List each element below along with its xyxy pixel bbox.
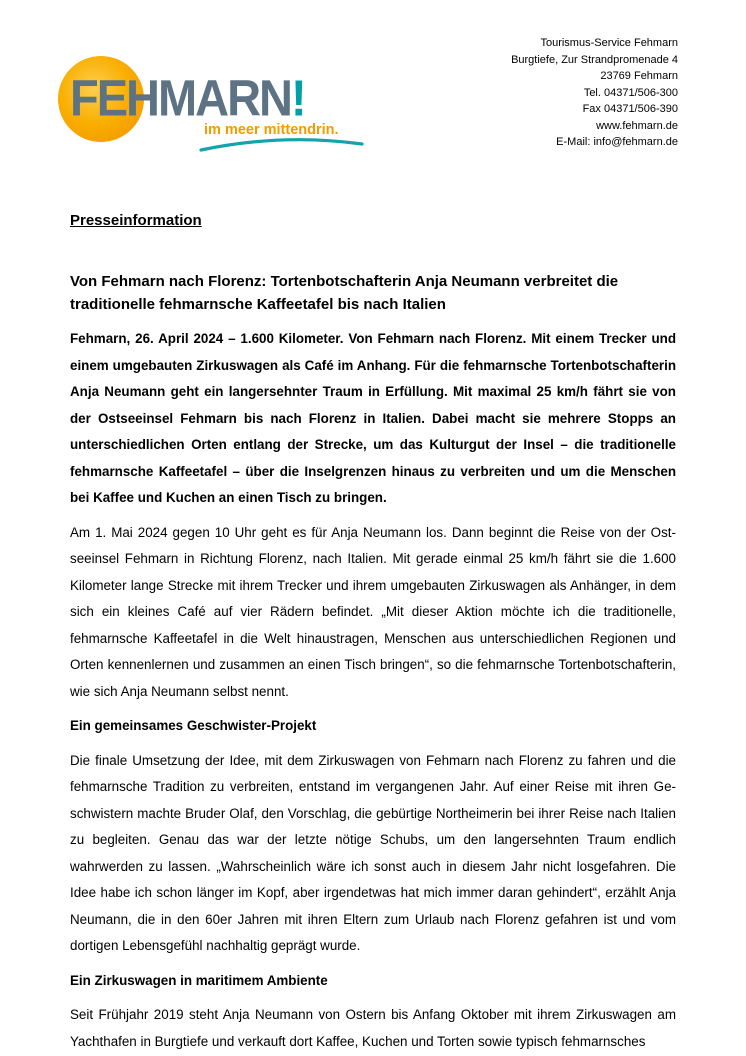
logo-exclamation: ! [290,69,305,127]
contact-line-city: 23769 Fehmarn [600,70,678,82]
contact-line-website: www.fehmarn.de [596,119,678,132]
body-paragraph-3: Seit Frühjahr 2019 steht Anja Neumann von Ostern bis Anfang Oktober mit ihrem Zirkuswagen am Yachthafen in Burgtiefe und verkauft dort Kaffee, Kuchen und Torten sowie typisch fehmarnsches [70,1007,676,1049]
contact-line-email: E-Mail: info@fehmarn.de [556,136,678,148]
logo-brand-text: FEHMARN [70,69,291,127]
lead-paragraph: Fehmarn, 26. April 2024 – 1.600 Kilometer. Von Fehmarn nach Florenz. Mit einem Trecker und einem umgebauten Zirkuswagen als Café im Anhang. Für die fehmarnsche Tortenbotschafterin Anja Neumann geht ein langersehnter Traum in Erfüllung. Mit maximal 25 km/h fährt sie von der Ostseeinsel Fehmarn bis nach Florenz in Italien. Dabei macht sie mehrere Stopps an unterschiedlichen Orten entlang der Strecke, um das Kulturgut der Insel – die traditionelle fehmarnsche Kaffeetafel – über die Inselgrenzen hinaus zu verbreiten und um die Menschen bei Kaffee und Kuchen an einen Tisch zu bringen. [70,331,676,505]
contact-line-street: Burgtiefe, Zur Strandpromenade 4 [511,53,678,66]
body-paragraph-2: Die finale Umsetzung der Idee, mit dem Zirkuswagen von Fehmarn nach Florenz zu fahren und die fehmarnsche Tradition zu verbreiten, entstand im vergangenen Jahr. Auf einer Reise mit ihren Geschwistern machte Bruder Olaf, den Vorschlag, die gebürtige Northeimerin bei ihrer Reise nach Italien zu begleiten. Genau das war der letzte nötige Schubs, um den langersehnten Traum endlich wahrwerden zu lassen. „Wahrscheinlich wäre ich sonst auch in diesem Jahr nicht losgefahren. Die Idee habe ich schon länger im Kopf, aber irgendetwas hat mich immer daran gehindert“, erzählt Anja Neumann, die in den 60er Jahren mit ihren Eltern zum Urlaub nach Florenz gefahren ist und vom dortigen Lebensgefühl nachhaltig geprägt wurde. [70,752,676,953]
document-body [70,212,676,1056]
contact-line-organisation: Tourismus-Service Fehmarn [540,37,678,49]
body-paragraph-1: Am 1. Mai 2024 gegen 10 Uhr geht es für Anja Neumann los. Dann beginnt die Reise von der Ostseeinsel Fehmarn in Richtung Florenz, nach Italien. Mit gerade einmal 25 km/h fährt sie die 1.600 Kilometer lange Strecke mit ihrem Trecker und ihrem umgebauten Zirkuswagen als Anhänger, in dem sich ein kleines Café auf vier Rädern befindet. „Mit dieser Aktion möchte ich die traditionelle, fehmarnsche Kaffeetafel in die Welt hinaustragen, Menschen aus unterschiedlichen Regionen und Orten kennenlernen und zusammen an einen Tisch bringen“, so die fehmarnsche Tortenbotschafterin, wie sich Anja Neumann selbst nennt. [70,524,676,699]
contact-block [511,35,678,151]
logo-tagline: im meer mittendrin. [204,122,339,138]
subheading-geschwister-projekt: Ein gemeinsames Geschwister-Projekt [70,718,317,733]
subheading-zirkuswagen-ambiente: Ein Zirkuswagen in maritimem Ambiente [70,972,328,988]
contact-line-phone: Tel. 04371/506-300 [583,86,678,99]
kicker-presseinformation: Presseinformation [70,212,202,229]
press-release-title: Von Fehmarn nach Florenz: Tortenbotschafterin Anja Neumann verbreitet die traditionelle fehmarnsche Kaffeetafel bis nach Italien [70,273,619,313]
logo-wordmark [70,68,305,127]
contact-line-fax: Fax 04371/506-390 [582,103,678,115]
wave-swoosh-icon [198,138,366,154]
fehmarn-logo [56,48,356,152]
